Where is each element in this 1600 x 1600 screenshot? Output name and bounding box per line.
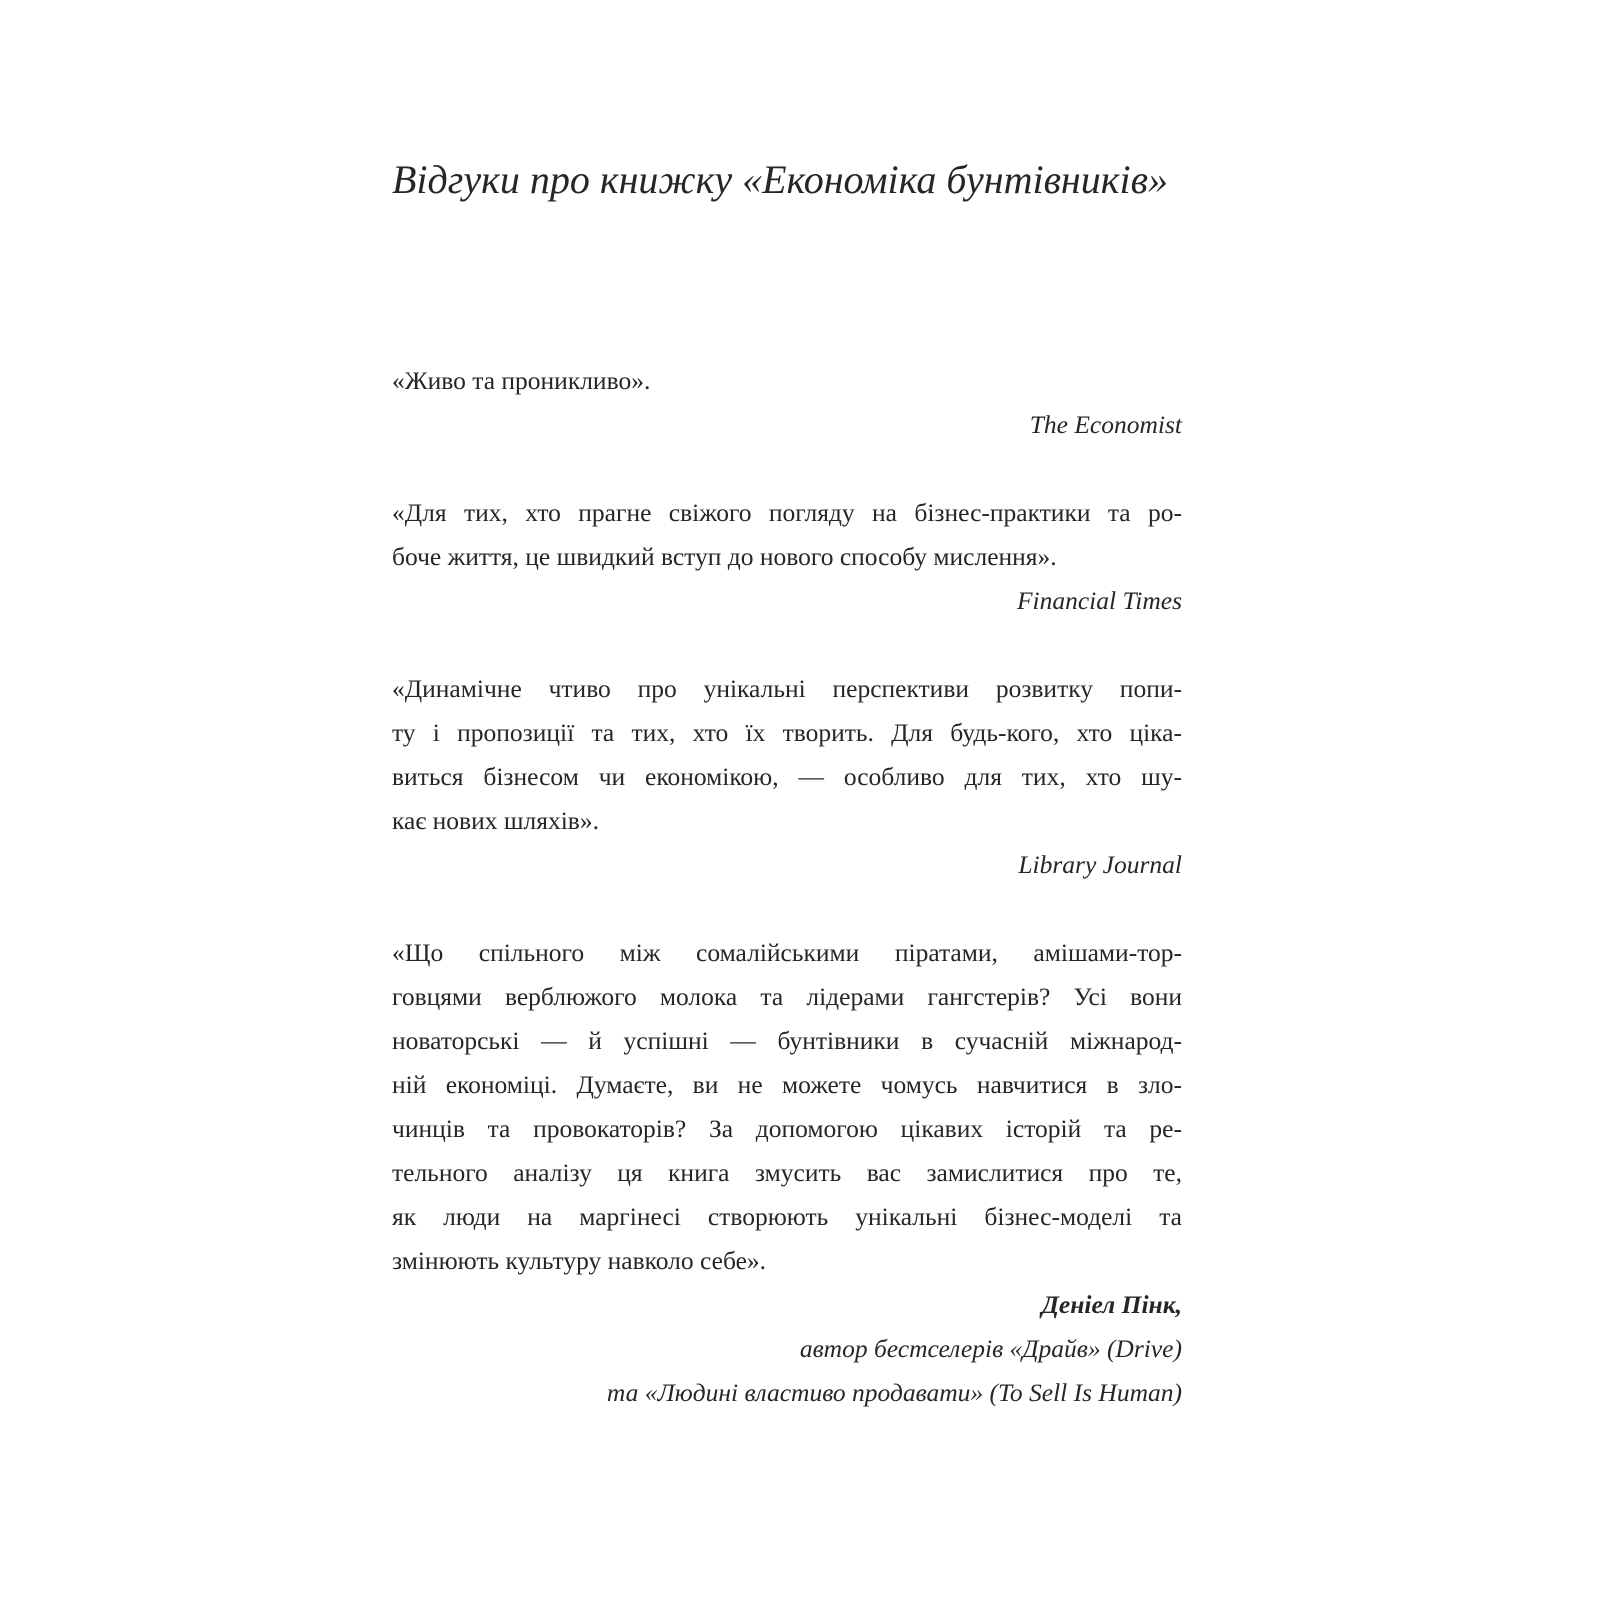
review-source: Library Journal bbox=[1018, 850, 1182, 879]
review-library-journal bbox=[392, 667, 1182, 887]
review-quote-line: новаторські — й успішні — бунтівники в сучасній міжнарод- bbox=[392, 1026, 1182, 1055]
review-source-credit: та «Людині властиво продавати» (To Sell Is Human) bbox=[606, 1378, 1182, 1407]
review-financial-times bbox=[392, 491, 1182, 623]
review-source: The Economist bbox=[1029, 410, 1182, 439]
review-quote-line: боче життя, це швидкий вступ до нового способу мислення». bbox=[392, 542, 1057, 571]
review-quote-line: як люди на маргінесі створюють унікальні бізнес-моделі та bbox=[392, 1202, 1182, 1231]
review-quote-line: ту і пропозиції та тих, хто їх творить. Для будь-кого, хто ціка- bbox=[392, 718, 1182, 747]
review-quote-line: «Динамічне чтиво про унікальні перспективи розвитку попи- bbox=[392, 674, 1182, 703]
review-daniel-pink bbox=[392, 931, 1182, 1415]
review-quote-line: змінюють культуру навколо себе». bbox=[392, 1246, 767, 1275]
review-economist bbox=[392, 359, 1182, 447]
review-quote-line: чинців та провокаторів? За допомогою цікавих історій та ре- bbox=[392, 1114, 1182, 1143]
review-quote-line: тельного аналізу ця книга змусить вас замислитися про те, bbox=[392, 1158, 1182, 1187]
page-title: Відгуки про книжку «Економіка бунтівників» bbox=[392, 157, 1168, 202]
review-quote-line: ній економіці. Думаєте, ви не можете чомусь навчитися в зло- bbox=[392, 1070, 1182, 1099]
review-quote-line: «Що спільного між сомалійськими піратами, амішами-тор- bbox=[392, 938, 1182, 967]
review-quote-line: кає нових шляхів». bbox=[392, 806, 599, 835]
review-quote-line: виться бізнесом чи економікою, — особливо для тих, хто шу- bbox=[392, 762, 1182, 791]
review-quote-line: «Для тих, хто прагне свіжого погляду на бізнес-практики та ро- bbox=[392, 498, 1182, 527]
review-quote-line: «Живо та проникливо». bbox=[392, 366, 651, 395]
review-source-author: Деніел Пінк, bbox=[1041, 1290, 1182, 1319]
review-source: Financial Times bbox=[1016, 586, 1182, 615]
review-quote-line: говцями верблюжого молока та лідерами гангстерів? Усі вони bbox=[392, 982, 1182, 1011]
review-source-credit: автор бестселерів «Драйв» (Drive) bbox=[799, 1334, 1182, 1363]
